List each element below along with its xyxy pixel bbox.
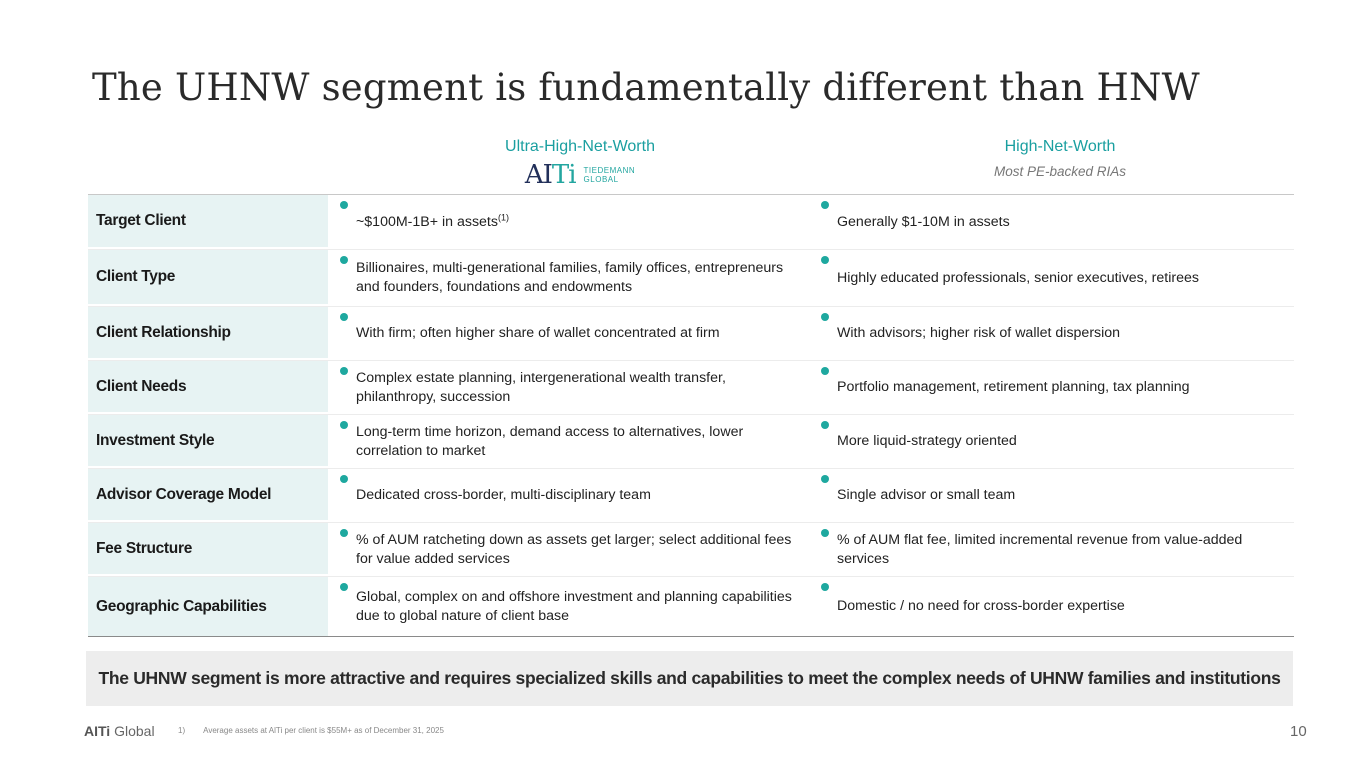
uhnw-cell: Global, complex on and offshore investment and planning capabilities due to global nature of client base <box>328 577 809 636</box>
hnw-cell: % of AUM flat fee, limited incremental revenue from value-added services <box>809 523 1294 576</box>
bullet-icon <box>340 313 348 321</box>
table-row <box>88 250 1294 307</box>
hnw-cell: Single advisor or small team <box>809 469 1294 522</box>
uhnw-cell: Dedicated cross-border, multi-disciplinary team <box>328 469 809 522</box>
logo-mark: AITi <box>524 160 576 190</box>
bullet-icon <box>340 529 348 537</box>
row-label: Investment Style <box>88 415 328 468</box>
bullet-icon <box>821 421 829 429</box>
hnw-cell: More liquid-strategy oriented <box>809 415 1294 468</box>
uhnw-cell: Long-term time horizon, demand access to alternatives, lower correlation to market <box>328 415 809 468</box>
hnw-cell: Generally $1-10M in assets <box>809 195 1294 249</box>
row-label: Client Needs <box>88 361 328 414</box>
row-label: Geographic Capabilities <box>88 577 328 636</box>
uhnw-cell: Complex estate planning, intergenerational wealth transfer, philanthropy, succession <box>328 361 809 414</box>
table-row <box>88 577 1294 636</box>
hnw-cell: With advisors; higher risk of wallet dispersion <box>809 307 1294 360</box>
uhnw-column-header <box>470 138 690 188</box>
table-row <box>88 307 1294 361</box>
uhnw-cell: With firm; often higher share of wallet concentrated at firm <box>328 307 809 360</box>
bullet-icon <box>340 475 348 483</box>
bullet-icon <box>340 583 348 591</box>
hnw-column-label: High-Net-Worth <box>1004 138 1116 155</box>
bullet-icon <box>340 201 348 209</box>
bullet-icon <box>821 256 829 264</box>
bullet-icon <box>340 421 348 429</box>
uhnw-cell: % of AUM ratcheting down as assets get larger; select additional fees for value added services <box>328 523 809 576</box>
row-label: Client Type <box>88 250 328 306</box>
row-label: Target Client <box>88 195 328 249</box>
row-label: Advisor Coverage Model <box>88 469 328 522</box>
uhnw-cell: Billionaires, multi-generational families, family offices, entrepreneurs and founders, foundations and endowments <box>328 250 809 306</box>
hnw-column-subtitle: Most PE-backed RIAs <box>993 164 1127 179</box>
comparison-table <box>88 194 1294 637</box>
table-row <box>88 415 1294 469</box>
footnote: 1) Average assets at AlTi per client is $55M+ as of December 31, 2025 <box>178 726 444 735</box>
row-label: Fee Structure <box>88 523 328 576</box>
bullet-icon <box>821 529 829 537</box>
bullet-icon <box>821 475 829 483</box>
uhnw-column-label: Ultra-High-Net-Worth <box>505 138 655 155</box>
hnw-cell: Portfolio management, retirement planning, tax planning <box>809 361 1294 414</box>
alti-tiedemann-logo <box>470 162 690 188</box>
footer-logo: AITi Global <box>84 723 155 739</box>
bullet-icon <box>821 201 829 209</box>
bullet-icon <box>340 367 348 375</box>
page-number: 10 <box>1290 723 1307 740</box>
hnw-cell: Domestic / no need for cross-border expertise <box>809 577 1294 636</box>
bullet-icon <box>821 367 829 375</box>
bullet-icon <box>821 313 829 321</box>
page-title: The UHNW segment is fundamentally different than HNW <box>92 66 1200 109</box>
hnw-column-header <box>950 138 1170 179</box>
bullet-icon <box>821 583 829 591</box>
logo-text: TIEDEMANN GLOBAL <box>583 166 636 184</box>
bullet-icon <box>340 256 348 264</box>
table-row <box>88 523 1294 577</box>
uhnw-cell: ~$100M-1B+ in assets$^{(1)}$ <box>328 195 809 249</box>
table-row <box>88 469 1294 523</box>
summary-banner: The UHNW segment is more attractive and requires specialized skills and capabilities to meet the complex needs of UHNW families and institutions <box>86 651 1293 706</box>
table-row <box>88 195 1294 250</box>
hnw-cell: Highly educated professionals, senior executives, retirees <box>809 250 1294 306</box>
table-row <box>88 361 1294 415</box>
row-label: Client Relationship <box>88 307 328 360</box>
